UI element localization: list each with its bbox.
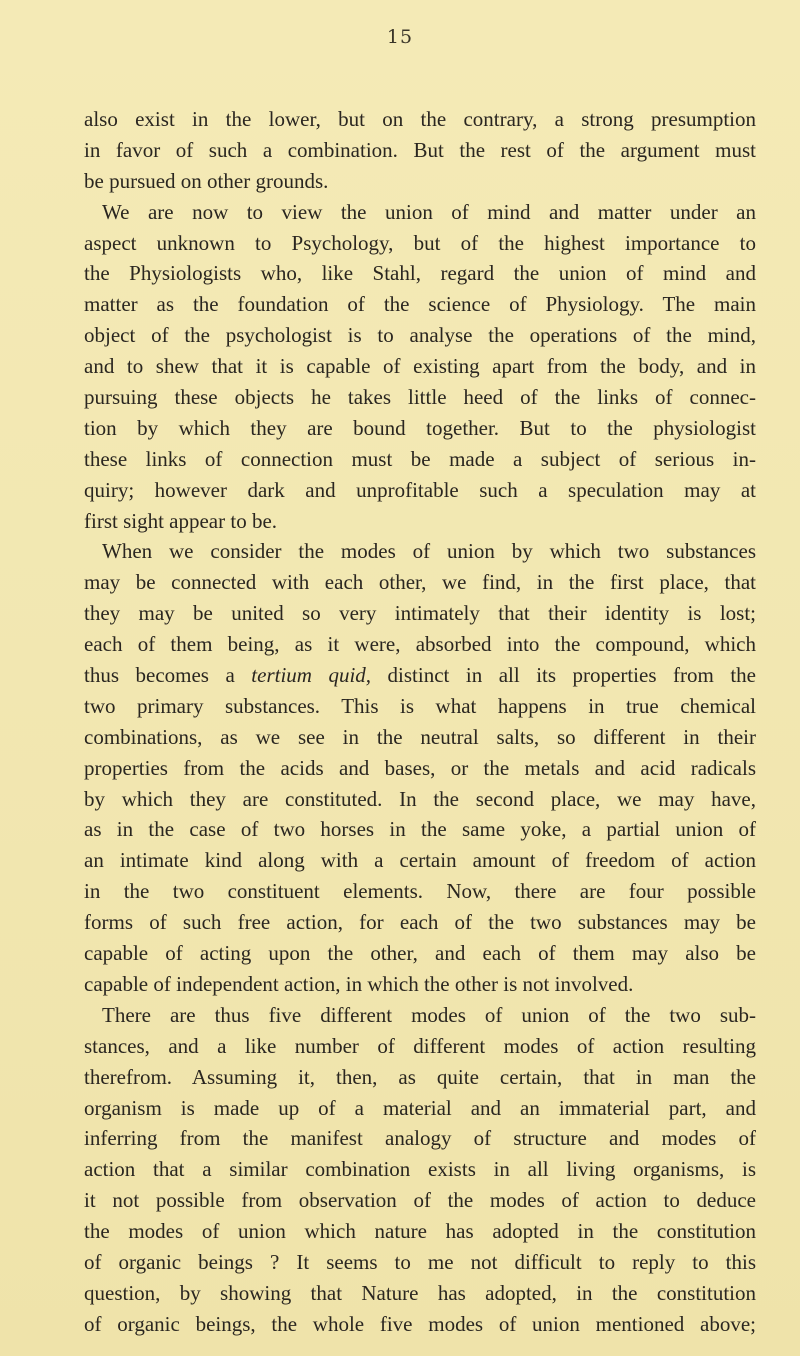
text-line: each of them being, as it were, absorbed into the compound, which: [84, 632, 756, 657]
text-line: capable of acting upon the other, and each of them may also be: [84, 941, 756, 966]
text-line: stances, and a like number of different modes of action resulting: [84, 1033, 756, 1058]
page-number: 15: [386, 26, 414, 48]
text-line: organism is made up of a material and an immaterial part, and: [84, 1095, 756, 1120]
text-line: forms of such free action, for each of the two substances may be: [84, 910, 756, 935]
text-line: pursuing these objects he takes little heed of the links of connec-: [84, 385, 756, 410]
text-line: tion by which they are bound together. But to the physiologist: [84, 415, 756, 440]
text-line: of organic beings, the whole five modes of union mentioned above;: [84, 1311, 756, 1336]
text-line: as in the case of two horses in the same yoke, a partial union of: [84, 817, 756, 842]
text-line: properties from the acids and bases, or the metals and acid radicals: [84, 755, 756, 780]
text-line: combinations, as we see in the neutral salts, so different in their: [84, 724, 756, 749]
text-line: by which they are constituted. In the second place, we may have,: [84, 786, 756, 811]
text-line: When we consider the modes of union by which two substances: [102, 539, 756, 564]
text-line: matter as the foundation of the science of Physiology. The main: [84, 292, 756, 317]
italic-phrase: tertium quid,: [251, 663, 372, 688]
body-text: [84, 104, 756, 1340]
text-line: first sight appear to be.: [84, 508, 278, 533]
text-line: capable of independent action, in which the other is not involved.: [84, 971, 634, 996]
text-line: aspect unknown to Psychology, but of the highest importance to: [84, 230, 756, 255]
text-line: of organic beings ? It seems to me not difficult to reply to this: [84, 1249, 756, 1274]
text-line: object of the psychologist is to analyse the operations of the mind,: [84, 323, 756, 348]
text-line: in the two constituent elements. Now, there are four possible: [84, 879, 756, 904]
text-line: also exist in the lower, but on the contrary, a strong presumption: [84, 107, 756, 131]
text-line: quiry; however dark and unprofitable such a speculation may at: [84, 477, 756, 502]
text-line: these links of connection must be made a subject of serious in-: [84, 446, 756, 471]
text-line: the modes of union which nature has adopted in the constitution: [84, 1219, 756, 1244]
text-line: an intimate kind along with a certain amount of freedom of action: [84, 848, 756, 873]
text-line: may be connected with each other, we find, in the first place, that: [84, 570, 756, 595]
text-line: be pursued on other grounds.: [84, 168, 329, 193]
text-line: We are now to view the union of mind and matter under an: [102, 199, 756, 224]
text-line: action that a similar combination exists in all living organisms, is: [84, 1157, 756, 1182]
text-line: question, by showing that Nature has adopted, in the constitution: [84, 1280, 756, 1305]
text-line: and to shew that it is capable of existing apart from the body, and in: [84, 354, 756, 379]
text-line: There are thus five different modes of union of the two sub-: [102, 1002, 756, 1027]
text-line: therefrom. Assuming it, then, as quite certain, that in man the: [84, 1064, 756, 1089]
text-line: they may be united so very intimately that their identity is lost;: [84, 601, 756, 626]
text-line: the Physiologists who, like Stahl, regard the union of mind and: [84, 261, 756, 286]
text-line: inferring from the manifest analogy of structure and modes of: [84, 1126, 756, 1151]
text-line-with-italic: [84, 660, 756, 691]
text-line: it not possible from observation of the modes of action to deduce: [84, 1188, 756, 1213]
text-line: two primary substances. This is what happens in true chemical: [84, 693, 756, 718]
text-segment: distinct in all its properties from the: [371, 663, 756, 688]
text-line: in favor of such a combination. But the rest of the argument must: [84, 137, 756, 162]
text-segment: thus becomes a: [84, 663, 252, 688]
